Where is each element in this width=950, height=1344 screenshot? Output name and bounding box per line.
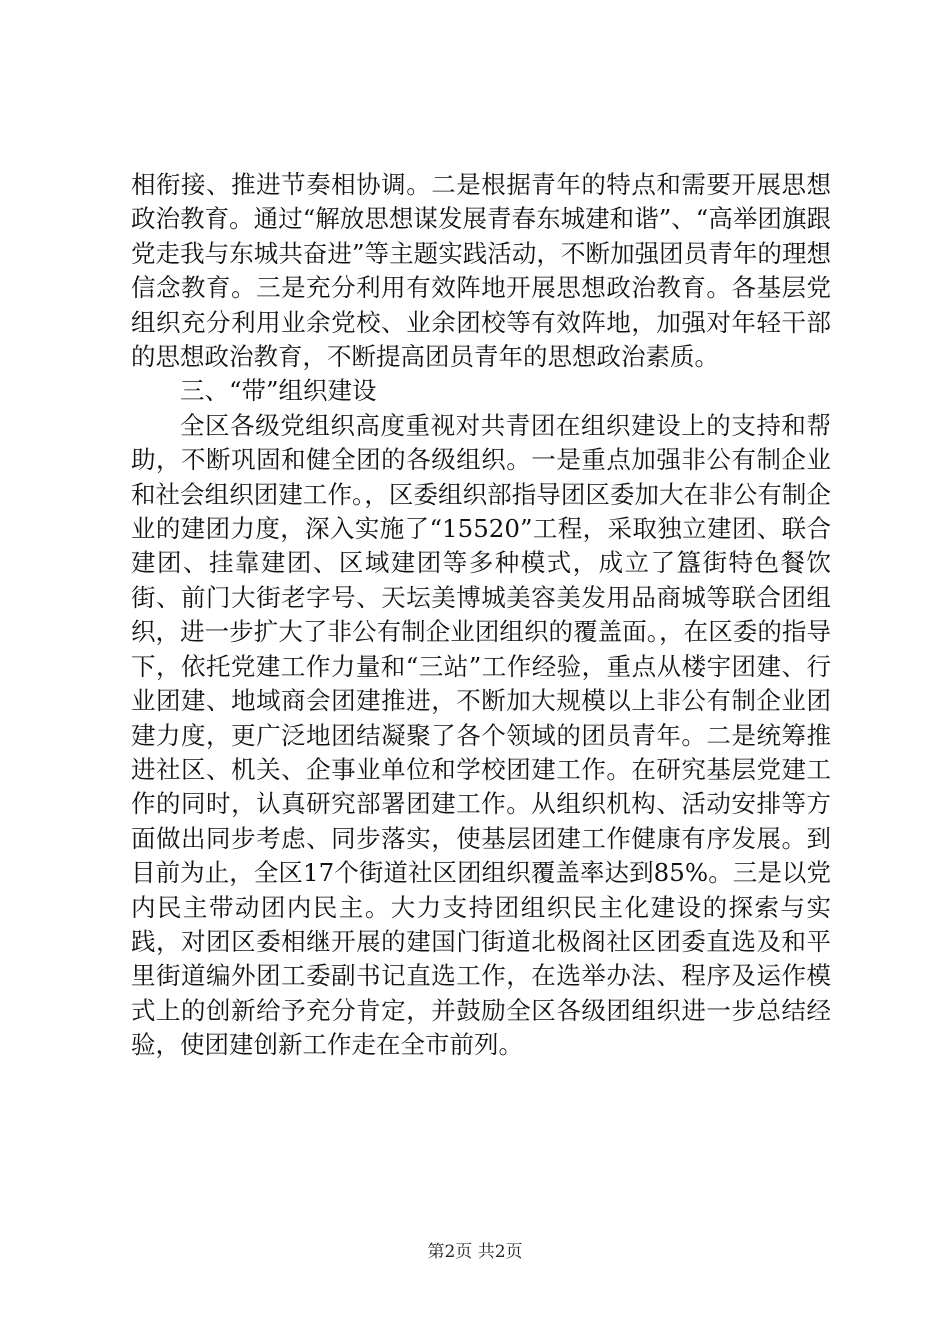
- section-heading-organization: 三、“带”组织建设: [180, 376, 377, 406]
- document-body: [131, 168, 831, 1063]
- paragraph-organization-building: 全区各级党组织高度重视对共青团在组织建设上的支持和帮助，不断巩固和健全团的各级组织。一是重点加强非公有制企业和社会组织团建工作。，区委组织部指导团区委加大在非公有制企业的建团力度，深入实施了“15520”工程，采取独立建团、联合建团、挂靠建团、区域建团等多种模式，成立了簋街特色餐饮街、前门大街老字号、天坛美博城美容美发用品商城等联合团组织，进一步扩大了非公有制企业团组织的覆盖面。，在区委的指导下，依托党建工作力量和“三站”工作经验，重点从楼宇团建、行业团建、地域商会团建推进，不断加大规模以上非公有制企业团建力度，更广泛地团结凝聚了各个领域的团员青年。二是统筹推进社区、机关、企事业单位和学校团建工作。在研究基层党建工作的同时，认真研究部署团建工作。从组织机构、活动安排等方面做出同步考虑、同步落实，使基层团建工作健康有序发展。到目前为止，全区17个街道社区团组织覆盖率达到85%。三是以党内民主带动团内民主。大力支持团组织民主化建设的探索与实践，对团区委相继开展的建国门街道北极阁社区团委直选及和平里街道编外团工委副书记直选工作，在选举办法、程序及运作模式上的创新给予充分肯定，并鼓励全区各级团组织进一步总结经验，使团建创新工作走在全市前列。: [131, 410, 831, 1060]
- page-number-footer: 第2页 共2页: [427, 1242, 523, 1262]
- paragraph-political-education: 相衔接、推进节奏相协调。二是根据青年的特点和需要开展思想政治教育。通过“解放思想谋发展青春东城建和谐”、“高举团旗跟党走我与东城共奋进”等主题实践活动，不断加强团员青年的理想信念教育。三是充分利用有效阵地开展思想政治教育。各基层党组织充分利用业余党校、业余团校等有效阵地，加强对年轻干部的思想政治教育，不断提高团员青年的思想政治素质。: [131, 170, 831, 372]
